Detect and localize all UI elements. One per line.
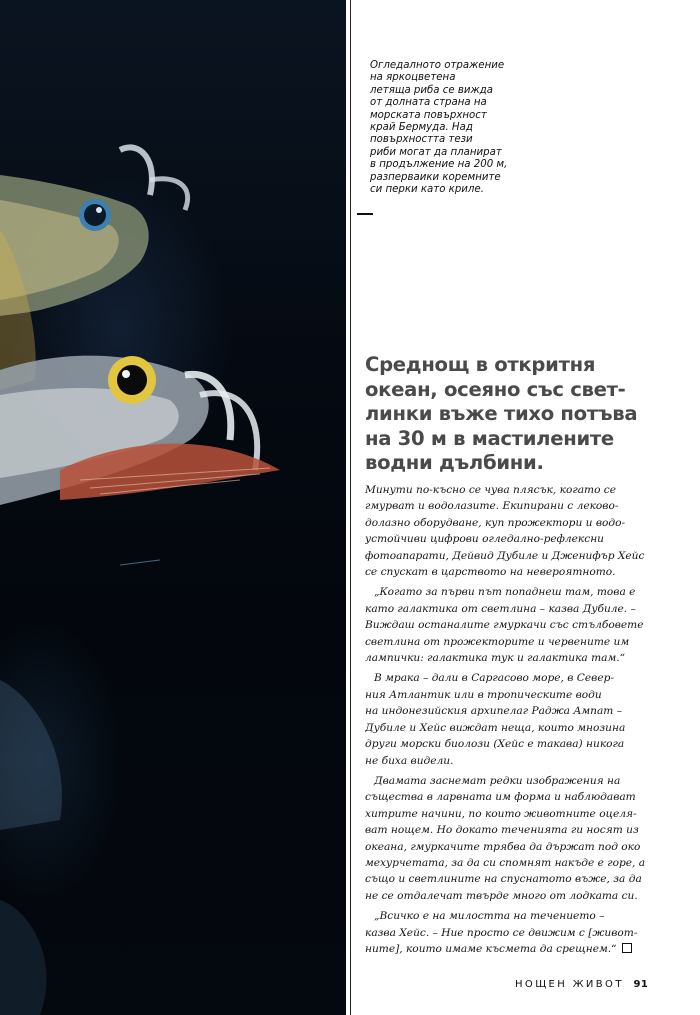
body-line: лампички: галактика тук и галактика там.“	[365, 652, 626, 665]
body-line: мехурчетата, за да си спомнят накъде е горе, а	[365, 856, 646, 869]
flying-fish-photo	[0, 0, 346, 1015]
body-line: фотоапарати, Дейвид Дубиле и Дженифър Хейс	[365, 549, 645, 562]
paragraph	[365, 670, 697, 768]
body-line: ния Атлантик или в тропическите води	[365, 688, 602, 701]
body-line: казва Хейс. – Ние просто се движим с [живот-	[365, 926, 638, 939]
headline-line: линки въже тихо потъва	[365, 402, 638, 425]
caption-line: летяща риба се вижда	[370, 84, 493, 96]
body-line: „Всичко е на милостта на течението –	[374, 910, 605, 923]
body-line: ват нощем. Но докато теченията ги носят из	[365, 824, 639, 837]
body-line: Двамата заснемат редки изображения на	[374, 774, 621, 787]
caption-line: край Бермуда. Над	[370, 122, 473, 134]
body-line: Виждаш останалите гмуркачи със стълбовете	[365, 619, 644, 632]
photo-caption	[370, 60, 510, 196]
caption-line: риби могат да планират	[370, 146, 502, 158]
caption-line: разперваики коремните	[370, 171, 501, 183]
caption-line: повърхността тези	[370, 134, 473, 146]
paragraph	[365, 584, 697, 666]
paragraph	[365, 773, 697, 904]
body-line: други морски биолози (Хейс е такава) никога	[365, 738, 625, 751]
caption-line: си перки като криле.	[370, 184, 484, 196]
paragraph	[365, 908, 697, 957]
body-line: се спускат в царството на невероятното.	[365, 566, 616, 579]
caption-rule	[357, 213, 373, 215]
body-line: също и светлините на спуснатото въже, за да	[365, 873, 642, 886]
body-line: „Когато за първи път попаднеш там, това е	[374, 586, 636, 599]
page-number: 91	[633, 979, 649, 990]
body-line: устойчиви цифрови огледално-рефлексни	[365, 533, 604, 546]
caption-line: от долната страна на	[370, 97, 487, 109]
body-line: светлина от прожекторите и червените им	[365, 635, 630, 648]
headline-line: на 30 м в мастилените	[365, 426, 614, 450]
body-line: Минути по-късно се чува плясък, когато се	[365, 484, 617, 496]
body-line: океана, гмуркачите трябва да държат под око	[365, 840, 641, 853]
caption-line: на яркоцветена	[370, 72, 456, 84]
article-body	[365, 482, 697, 961]
body-line: на индонезийския архипелаг Раджа Ампат –	[365, 705, 622, 718]
body-line: хитрите начини, по които животните оцеля-	[365, 807, 637, 820]
body-line: същества в ларвната им форма и наблюдават	[365, 791, 636, 804]
caption-line: Огледалното отражение	[370, 60, 505, 71]
body-line: не се отдалечат твърде много от лодката си.	[365, 889, 638, 902]
fish-illustration	[0, 0, 346, 1015]
body-line: не биха видели.	[365, 754, 454, 767]
page-footer	[515, 979, 648, 990]
body-line: В мрака – дали в Саргасово море, в Север-	[374, 672, 614, 685]
headline-line: водни дълбини.	[365, 451, 544, 474]
body-line: Дубиле и Хейс виждат неща, които мнозина	[365, 721, 626, 734]
body-line: долазно оборудване, куп прожектори и водо-	[365, 516, 626, 529]
section-name: НОЩЕН ЖИВОТ	[515, 979, 624, 990]
headline-line: Среднощ в откритня	[365, 353, 596, 376]
column-divider	[350, 0, 351, 1015]
end-mark-icon	[622, 943, 632, 953]
caption-line: в продължение на 200 м,	[370, 159, 508, 171]
article-headline	[365, 353, 695, 476]
body-line-text: ните], които имаме късмета да срещнем.“	[365, 942, 617, 955]
caption-line: морската повърхност	[370, 109, 487, 121]
body-line: гмурват и водолазите. Екипирани с лековo-	[365, 500, 619, 513]
body-line-last	[365, 941, 697, 957]
body-line: като галактика от светлина – казва Дубиле. –	[365, 602, 636, 615]
headline-line: океан, осеяно със свет-	[365, 377, 626, 401]
paragraph	[365, 482, 697, 580]
